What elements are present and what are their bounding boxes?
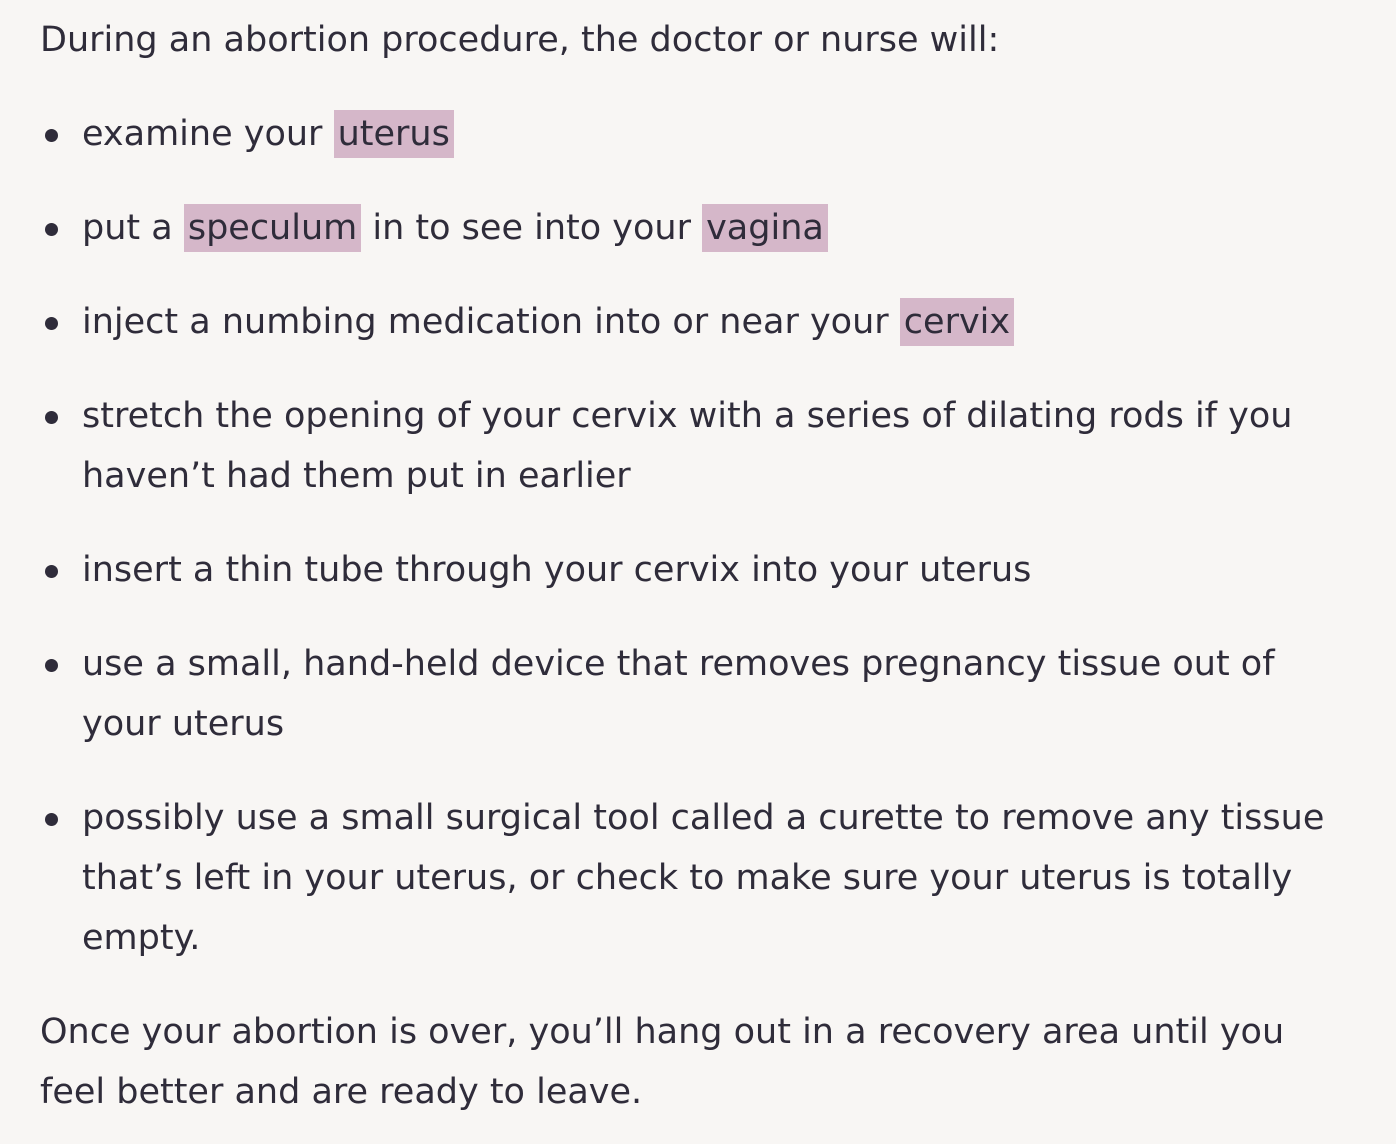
list-item [40, 540, 1356, 600]
list-item [40, 386, 1356, 506]
step-text: use a small, hand-held device that removes pregnancy tissue out of your uterus [82, 644, 1275, 744]
list-item [40, 104, 1356, 164]
bullet-icon [45, 129, 58, 142]
list-item [40, 198, 1356, 258]
intro-paragraph: During an abortion procedure, the doctor or nurse will: [40, 20, 1000, 60]
glossary-term-uterus[interactable]: uterus [334, 110, 454, 158]
bullet-icon [45, 659, 58, 672]
list-item [40, 634, 1356, 754]
bullet-icon [45, 813, 58, 826]
glossary-term-speculum[interactable]: speculum [184, 204, 361, 252]
step-text: stretch the opening of your cervix with a series of dilating rods if you haven’t had them put in earlier [82, 396, 1293, 496]
bullet-icon [45, 565, 58, 578]
step-text: in to see into your [361, 208, 703, 248]
step-text: insert a thin tube through your cervix into your uterus [82, 550, 1032, 590]
bullet-icon [45, 411, 58, 424]
glossary-term-vagina[interactable]: vagina [702, 204, 828, 252]
list-item [40, 292, 1356, 352]
list-item [40, 788, 1356, 968]
step-text: possibly use a small surgical tool called a curette to remove any tissue that’s left in your uterus, or check to make sure your uterus is totally empty. [82, 798, 1325, 958]
bullet-icon [45, 317, 58, 330]
procedure-steps-list [40, 104, 1356, 968]
step-text: put a [82, 208, 184, 248]
glossary-term-cervix[interactable]: cervix [900, 298, 1014, 346]
step-text: examine your [82, 114, 334, 154]
bullet-icon [45, 223, 58, 236]
step-text: inject a numbing medication into or near your [82, 302, 900, 342]
outro-paragraph: Once your abortion is over, you’ll hang out in a recovery area until you feel better and are ready to leave. [40, 1012, 1285, 1112]
